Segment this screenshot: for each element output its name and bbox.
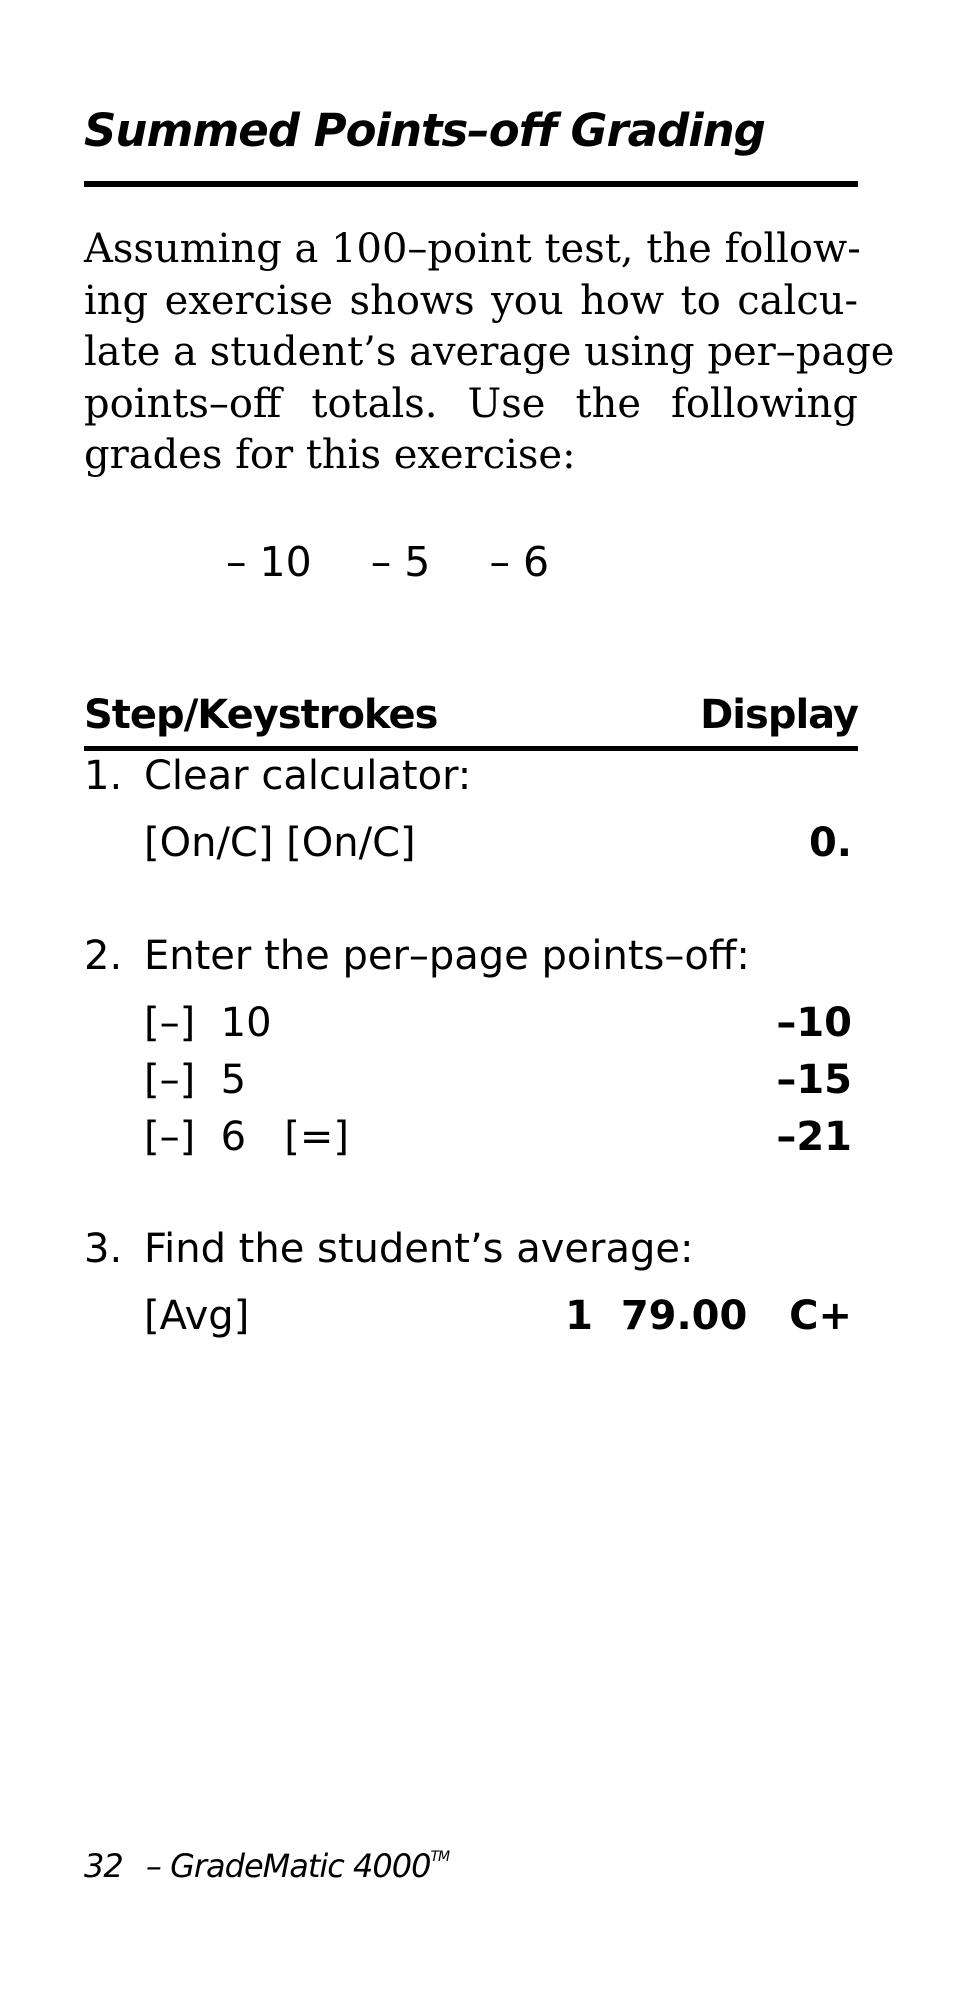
step-title: Enter the per–page points–off: xyxy=(144,933,750,979)
grade-value: – 5 xyxy=(370,538,431,586)
step-title: Find the student’s average: xyxy=(144,1226,694,1272)
intro-line: Assuming a 100–point test, the follow- xyxy=(84,226,861,272)
intro-paragraph xyxy=(84,224,895,482)
intro-line: grades for this exercise: xyxy=(84,432,576,478)
display-value: –21 xyxy=(776,1114,852,1160)
intro-line: late a student’s average using per–page xyxy=(84,329,895,375)
keystrokes: [–] 6 [=] xyxy=(144,1114,349,1160)
column-header-steps: Step/Keystrokes xyxy=(84,692,438,738)
intro-line: ing exercise shows you how to calcu- xyxy=(84,277,858,324)
grade-value: – 10 xyxy=(226,538,312,586)
display-value: –10 xyxy=(776,1000,852,1046)
section-heading: Summed Points–off Grading xyxy=(84,104,765,157)
display-value: –15 xyxy=(776,1057,852,1103)
step-number: 3. xyxy=(84,1226,123,1272)
example-grades xyxy=(226,538,595,586)
step-number: 1. xyxy=(84,753,123,799)
display-value: 0. xyxy=(808,820,852,866)
keystrokes: [Avg] xyxy=(144,1293,250,1339)
keystrokes: [On/C] [On/C] xyxy=(144,820,416,866)
display-value: 1 79.00 C+ xyxy=(565,1293,852,1339)
page-footer xyxy=(84,1847,449,1885)
grade-value: – 6 xyxy=(489,538,550,586)
trademark-mark: TM xyxy=(430,1849,450,1865)
column-header-display: Display xyxy=(700,692,858,738)
page-number: 32 xyxy=(84,1847,123,1885)
intro-line: points–off totals. Use the following xyxy=(84,380,858,427)
table-rule xyxy=(84,746,858,751)
step-number: 2. xyxy=(84,933,123,979)
footer-separator: – xyxy=(145,1847,161,1885)
heading-rule xyxy=(84,181,858,187)
step-title: Clear calculator: xyxy=(144,753,472,799)
keystrokes: [–] 10 xyxy=(144,1000,272,1046)
product-name: GradeMatic 4000 xyxy=(170,1847,431,1885)
keystrokes: [–] 5 xyxy=(144,1057,247,1103)
